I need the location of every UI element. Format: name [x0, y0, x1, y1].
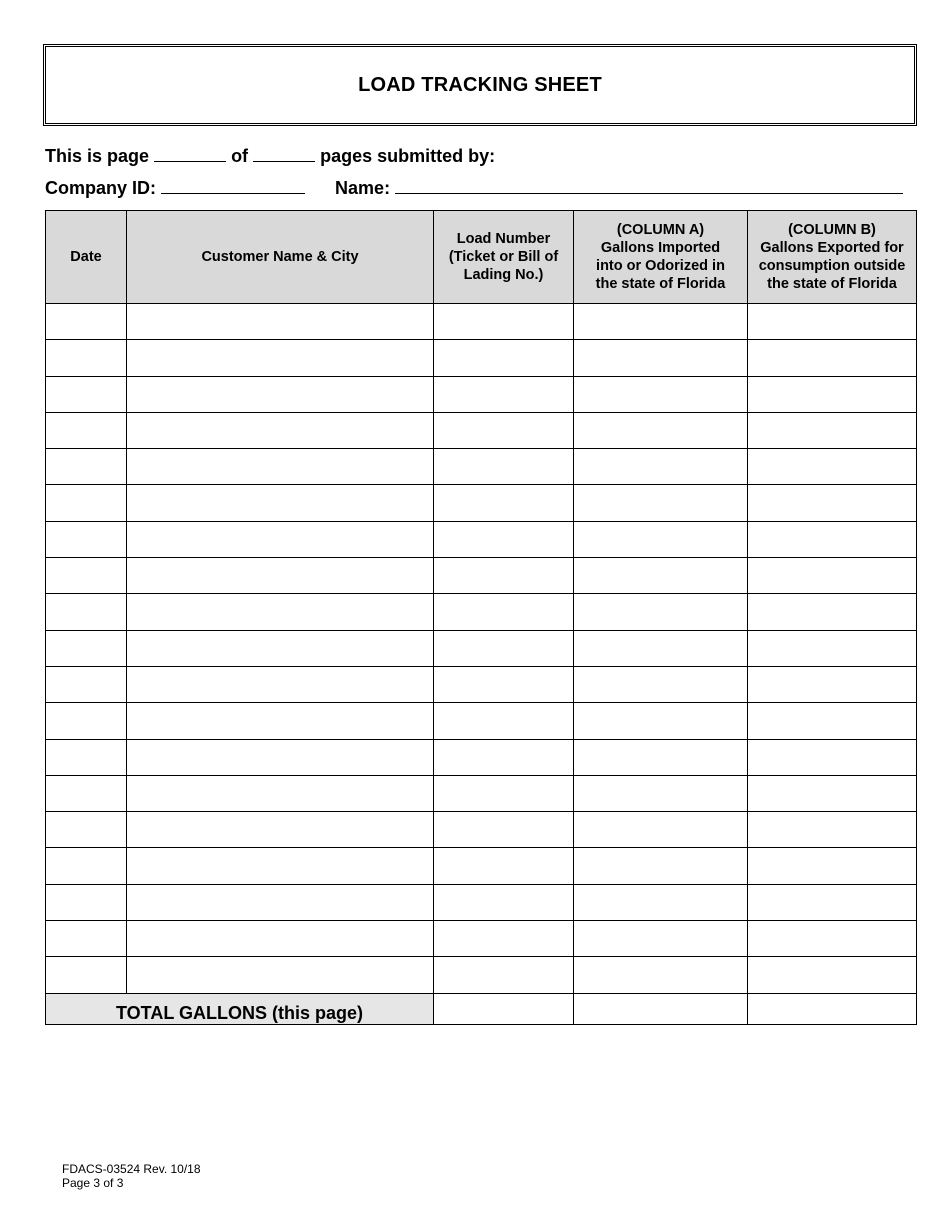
customer-name-city-cell[interactable] [127, 412, 434, 448]
date-cell[interactable] [46, 775, 127, 811]
table-row [46, 848, 917, 884]
table-row [46, 485, 917, 521]
column-b-cell[interactable] [748, 521, 917, 557]
column-b-cell[interactable] [748, 703, 917, 739]
load-number-cell[interactable] [434, 884, 574, 920]
customer-name-city-cell[interactable] [127, 521, 434, 557]
column-a-cell[interactable] [574, 739, 748, 775]
date-cell[interactable] [46, 739, 127, 775]
total-pages-field[interactable] [253, 145, 315, 162]
date-cell[interactable] [46, 412, 127, 448]
load-number-cell[interactable] [434, 376, 574, 412]
customer-name-city-cell[interactable] [127, 594, 434, 630]
date-cell[interactable] [46, 812, 127, 848]
load-number-cell[interactable] [434, 630, 574, 666]
load-number-cell[interactable] [434, 848, 574, 884]
column-b-cell[interactable] [748, 304, 917, 340]
header-column-b: (COLUMN B) Gallons Exported for consumption outside the state of Florida [748, 211, 917, 304]
company-id-label: Company ID: [45, 178, 157, 198]
header-load-number: Load Number (Ticket or Bill of Lading No.) [434, 211, 574, 304]
date-cell[interactable] [46, 594, 127, 630]
load-number-cell[interactable] [434, 340, 574, 376]
date-cell[interactable] [46, 957, 127, 993]
column-b-cell[interactable] [748, 558, 917, 594]
load-number-cell[interactable] [434, 485, 574, 521]
load-number-cell[interactable] [434, 412, 574, 448]
date-cell[interactable] [46, 340, 127, 376]
load-number-cell[interactable] [434, 957, 574, 993]
load-number-cell[interactable] [434, 521, 574, 557]
load-number-cell[interactable] [434, 449, 574, 485]
date-cell[interactable] [46, 703, 127, 739]
column-a-cell[interactable] [574, 812, 748, 848]
customer-name-city-cell[interactable] [127, 485, 434, 521]
column-a-cell[interactable] [574, 558, 748, 594]
table-header-row [46, 211, 917, 304]
column-b-cell[interactable] [748, 739, 917, 775]
column-a-cell[interactable] [574, 775, 748, 811]
date-cell[interactable] [46, 558, 127, 594]
column-b-cell[interactable] [748, 957, 917, 993]
load-number-cell[interactable] [434, 812, 574, 848]
table-row [46, 412, 917, 448]
column-b-cell[interactable] [748, 449, 917, 485]
title-box [43, 44, 917, 126]
load-number-cell[interactable] [434, 558, 574, 594]
column-b-cell[interactable] [748, 666, 917, 702]
customer-name-city-cell[interactable] [127, 812, 434, 848]
load-number-cell[interactable] [434, 921, 574, 957]
date-cell[interactable] [46, 376, 127, 412]
customer-name-city-cell[interactable] [127, 775, 434, 811]
table-row [46, 340, 917, 376]
date-cell[interactable] [46, 449, 127, 485]
date-cell[interactable] [46, 884, 127, 920]
column-b-cell[interactable] [748, 485, 917, 521]
company-id-field[interactable] [161, 177, 305, 194]
customer-name-city-cell[interactable] [127, 304, 434, 340]
table-row [46, 304, 917, 340]
load-number-cell[interactable] [434, 775, 574, 811]
customer-name-city-cell[interactable] [127, 449, 434, 485]
page-indicator: Page 3 of 3 [62, 1176, 124, 1190]
total-column-a-cell[interactable] [574, 993, 748, 1024]
header-date: Date [46, 211, 127, 304]
column-b-cell[interactable] [748, 412, 917, 448]
column-b-cell[interactable] [748, 884, 917, 920]
column-a-cell[interactable] [574, 340, 748, 376]
load-number-cell[interactable] [434, 594, 574, 630]
page-prefix-label: This is page [45, 146, 150, 166]
load-number-cell[interactable] [434, 666, 574, 702]
company-line [45, 177, 903, 199]
header-column-a: (COLUMN A) Gallons Imported into or Odorized in the state of Florida [574, 211, 748, 304]
date-cell[interactable] [46, 521, 127, 557]
form-footer [62, 1162, 201, 1190]
total-load-number-cell[interactable] [434, 993, 574, 1024]
form-id: FDACS-03524 Rev. 10/18 [62, 1162, 201, 1176]
column-a-cell[interactable] [574, 304, 748, 340]
table-row [46, 884, 917, 920]
page-suffix-label: pages submitted by: [320, 146, 496, 166]
customer-name-city-cell[interactable] [127, 558, 434, 594]
date-cell[interactable] [46, 921, 127, 957]
table-row [46, 376, 917, 412]
total-column-b-cell[interactable] [748, 993, 917, 1024]
table-row [46, 449, 917, 485]
column-b-cell[interactable] [748, 594, 917, 630]
column-b-cell[interactable] [748, 812, 917, 848]
column-b-cell[interactable] [748, 848, 917, 884]
column-a-cell[interactable] [574, 449, 748, 485]
column-a-cell[interactable] [574, 666, 748, 702]
customer-name-city-cell[interactable] [127, 630, 434, 666]
date-cell[interactable] [46, 485, 127, 521]
customer-name-city-cell[interactable] [127, 957, 434, 993]
column-a-cell[interactable] [574, 521, 748, 557]
customer-name-city-cell[interactable] [127, 921, 434, 957]
customer-name-city-cell[interactable] [127, 884, 434, 920]
date-cell[interactable] [46, 630, 127, 666]
customer-name-city-cell[interactable] [127, 703, 434, 739]
customer-name-city-cell[interactable] [127, 376, 434, 412]
name-label: Name: [335, 178, 391, 198]
load-tracking-table [45, 210, 917, 1025]
column-b-cell[interactable] [748, 376, 917, 412]
date-cell[interactable] [46, 848, 127, 884]
load-number-cell[interactable] [434, 304, 574, 340]
column-a-cell[interactable] [574, 594, 748, 630]
column-a-cell[interactable] [574, 703, 748, 739]
table-row [46, 666, 917, 702]
page-count-line [45, 145, 495, 167]
page-title: LOAD TRACKING SHEET [358, 73, 602, 96]
load-number-cell[interactable] [434, 739, 574, 775]
column-a-cell[interactable] [574, 630, 748, 666]
customer-name-city-cell[interactable] [127, 739, 434, 775]
column-b-cell[interactable] [748, 630, 917, 666]
customer-name-city-cell[interactable] [127, 848, 434, 884]
page-number-field[interactable] [154, 145, 226, 162]
table-row [46, 558, 917, 594]
column-b-cell[interactable] [748, 775, 917, 811]
table-row [46, 775, 917, 811]
table-body [46, 304, 917, 994]
total-gallons-label: TOTAL GALLONS (this page) [46, 993, 434, 1024]
column-a-cell[interactable] [574, 884, 748, 920]
table-row [46, 630, 917, 666]
table-row [46, 921, 917, 957]
customer-name-city-cell[interactable] [127, 340, 434, 376]
column-a-cell[interactable] [574, 376, 748, 412]
total-row [46, 993, 917, 1024]
table-row [46, 594, 917, 630]
table-row [46, 521, 917, 557]
table-row [46, 739, 917, 775]
date-cell[interactable] [46, 666, 127, 702]
header-customer-name-city: Customer Name & City [127, 211, 434, 304]
date-cell[interactable] [46, 304, 127, 340]
column-a-cell[interactable] [574, 957, 748, 993]
column-a-cell[interactable] [574, 921, 748, 957]
column-b-cell[interactable] [748, 340, 917, 376]
column-a-cell[interactable] [574, 485, 748, 521]
name-field[interactable] [395, 177, 903, 194]
column-a-cell[interactable] [574, 412, 748, 448]
table-row [46, 812, 917, 848]
load-number-cell[interactable] [434, 703, 574, 739]
column-a-cell[interactable] [574, 848, 748, 884]
customer-name-city-cell[interactable] [127, 666, 434, 702]
table-row [46, 957, 917, 993]
table-row [46, 703, 917, 739]
page-of-label: of [231, 146, 249, 166]
column-b-cell[interactable] [748, 921, 917, 957]
